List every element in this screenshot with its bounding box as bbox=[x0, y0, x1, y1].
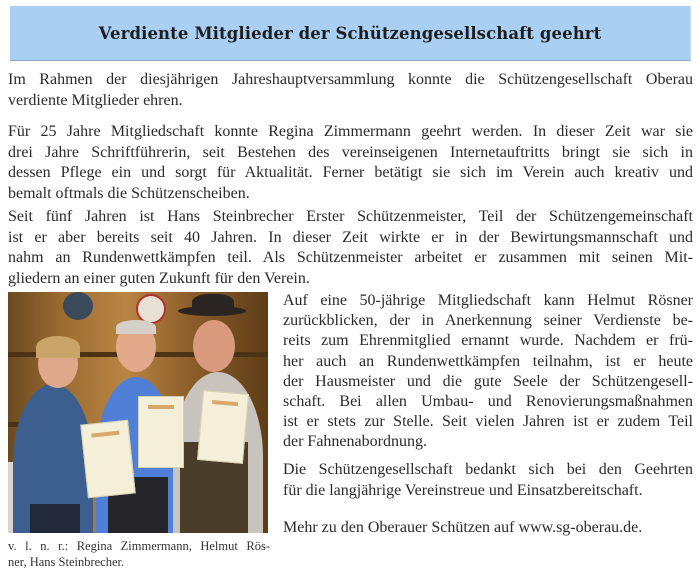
text-line: schaft. Bei allen Umbau- und Renovierungsmaßnahmen bbox=[283, 393, 693, 411]
text-line: der Fahnenabordnung. bbox=[283, 433, 427, 451]
text-line: Seit fünf Jahren ist Hans Steinbrecher Erster Schützenmeister, Teil der Schützengemeinschaft bbox=[8, 208, 693, 225]
text-line: Auf eine 50-jährige Mitgliedschaft kann Helmut Rösner bbox=[283, 292, 693, 309]
paragraph-thanks bbox=[283, 460, 693, 501]
group-photo bbox=[8, 292, 268, 533]
paragraph-roesner bbox=[283, 291, 693, 453]
text-line: drei Jahre Schriftführerin, seit Bestehen des vereinseigenen Internetauftritts bringt sie sich in bbox=[8, 143, 693, 161]
text-line: nahm an Rundenwettkämpfen teil. Als Schützenmeister arbeitet er zusammen mit seinen Mit- bbox=[8, 249, 693, 266]
text-line: verdiente Mitglieder ehren. bbox=[8, 91, 183, 109]
text-line: der Hausmeister und die gute Seele der Schützengesell- bbox=[283, 372, 693, 390]
text-line: dessen Pflege ein und sorgt für Aktualität. Ferner betätigt sie sich im Verein auch kreativ und bbox=[8, 164, 693, 181]
text-line: gliedern an einer guten Zukunft für den Verein. bbox=[8, 269, 310, 287]
text-line: Mehr zu den Oberauer Schützen auf www.sg-oberau.de. bbox=[283, 519, 643, 536]
text-line: reits zum Ehrenmitglied ernannt wurde. Nachdem er frü- bbox=[283, 332, 693, 350]
headline-banner bbox=[10, 6, 691, 61]
text-line: ist er stets zur Stelle. Seit vielen Jahren ist er zudem Teil bbox=[283, 413, 693, 431]
caption-line: ner, Hans Steinbrecher. bbox=[8, 555, 125, 569]
text-line: her auch an Rundenwettkämpfen teilnahm, ist er heute bbox=[283, 352, 693, 370]
text-line: für die langjährige Vereinstreue und Einsatzbereitschaft. bbox=[283, 481, 643, 499]
paragraph-steinbrecher bbox=[8, 207, 693, 289]
paragraph-intro bbox=[8, 70, 693, 111]
article-title: Verdiente Mitglieder der Schützengesellschaft geehrt bbox=[98, 23, 602, 43]
paragraph-website bbox=[283, 518, 693, 539]
text-line: ist er aber bereits seit 40 Jahren. In dieser Zeit wirkte er in der Bewirtungsmannschaft und bbox=[8, 228, 693, 246]
text-line: bemalt oftmals die Schützenscheiben. bbox=[8, 184, 250, 202]
text-line: Die Schützengesellschaft bedankt sich bei den Geehrten bbox=[283, 461, 693, 478]
text-line: zurückblicken, der in Anerkennung seiner Verdienste be- bbox=[283, 312, 693, 330]
caption-line: v. l. n. r.: Regina Zimmermann, Helmut Rös- bbox=[8, 539, 270, 553]
paragraph-zimmermann bbox=[8, 122, 693, 204]
text-line: Im Rahmen der diesjährigen Jahreshauptversammlung konnte die Schützengesellschaft Oberau bbox=[8, 71, 693, 88]
text-line: Für 25 Jahre Mitgliedschaft konnte Regina Zimmermann geehrt werden. In dieser Zeit war sie bbox=[8, 123, 693, 140]
photo-caption bbox=[8, 538, 270, 570]
